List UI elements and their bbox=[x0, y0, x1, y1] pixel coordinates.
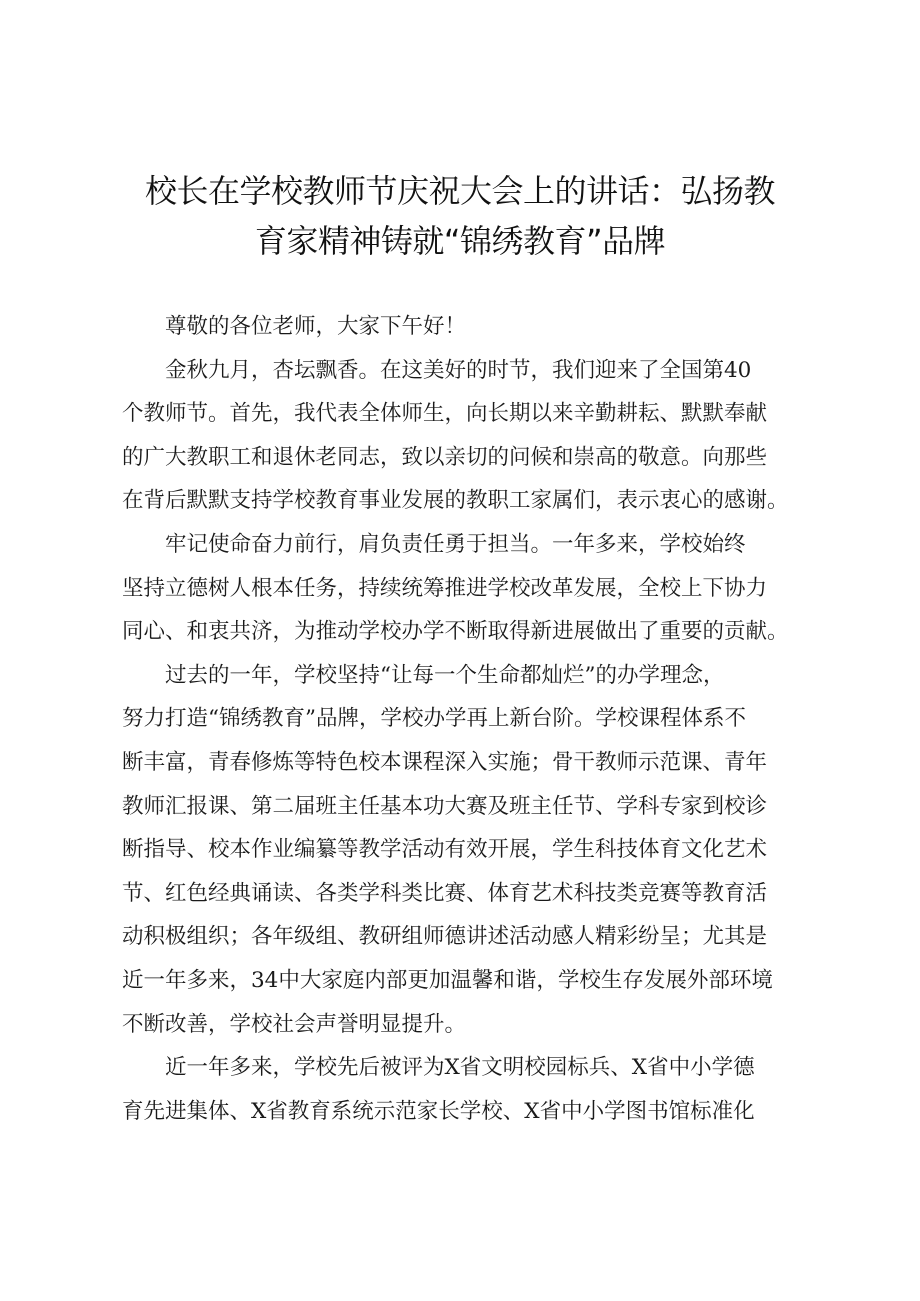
paragraph-line: 牢记使命奋力前行，肩负责任勇于担当。一年多来，学校始终 bbox=[165, 531, 746, 557]
document-title bbox=[100, 166, 820, 266]
paragraph-line: 近一年多来，学校先后被评为X省文明校园标兵、X省中小学德 bbox=[165, 1055, 755, 1081]
title-line: 校长在学校教师节庆祝大会上的讲话：弘扬教 bbox=[144, 172, 775, 210]
paragraph-line: 坚持立德树人根本任务，持续统筹推进学校改革发展，全校上下协力 bbox=[122, 575, 768, 601]
paragraph-line: 近一年多来，34中大家庭内部更加温馨和谐，学校生存发展外部环境 bbox=[122, 967, 773, 993]
honors-paragraph bbox=[122, 1046, 822, 1133]
paragraph-line: 过去的一年，学校坚持“让每一个生命都灿烂”的办学理念， bbox=[165, 662, 725, 688]
paragraph-line: 教师汇报课、第二届班主任基本功大赛及班主任节、学科专家到校诊 bbox=[122, 793, 768, 819]
paragraph-line: 断指导、校本作业编纂等教学活动有效开展，学生科技体育文化艺术 bbox=[122, 837, 768, 863]
paragraph-line: 不断改善，学校社会声誉明显提升。 bbox=[122, 1011, 467, 1037]
title-line: 育家精神铸就“锦绣教育”品牌 bbox=[254, 222, 666, 260]
paragraph-line: 尊敬的各位老师，大家下午好！ bbox=[165, 314, 467, 339]
paragraph-line: 个教师节。首先，我代表全体师生，向长期以来辛勤耕耘、默默奉献 bbox=[122, 401, 768, 427]
speech-body bbox=[122, 305, 822, 1133]
paragraph-line: 努力打造“锦绣教育”品牌，学校办学再上新台阶。学校课程体系不 bbox=[122, 706, 746, 732]
paragraph-line: 在背后默默支持学校教育事业发展的教职工家属们，表示衷心的感谢。 bbox=[122, 488, 789, 514]
paragraph-line: 节、红色经典诵读、各类学科类比赛、体育艺术科技类竞赛等教育活 bbox=[122, 880, 768, 906]
opening-paragraph bbox=[122, 349, 822, 523]
greeting-paragraph bbox=[122, 305, 822, 349]
mission-paragraph bbox=[122, 523, 822, 654]
paragraph-line: 断丰富，青春修炼等特色校本课程深入实施；骨干教师示范课、青年 bbox=[122, 749, 768, 775]
paragraph-line: 动积极组织；各年级组、教研组师德讲述活动感人精彩纷呈；尤其是 bbox=[122, 924, 768, 950]
paragraph-line: 金秋九月，杏坛飘香。在这美好的时节，我们迎来了全国第40 bbox=[165, 357, 752, 383]
paragraph-line: 的广大教职工和退休老同志，致以亲切的问候和崇高的敬意。向那些 bbox=[122, 444, 768, 470]
achievements-paragraph bbox=[122, 654, 822, 1046]
paragraph-line: 同心、和衷共济，为推动学校办学不断取得新进展做出了重要的贡献。 bbox=[122, 619, 789, 645]
paragraph-line: 育先进集体、X省教育系统示范家长学校、X省中小学图书馆标准化 bbox=[122, 1098, 755, 1124]
